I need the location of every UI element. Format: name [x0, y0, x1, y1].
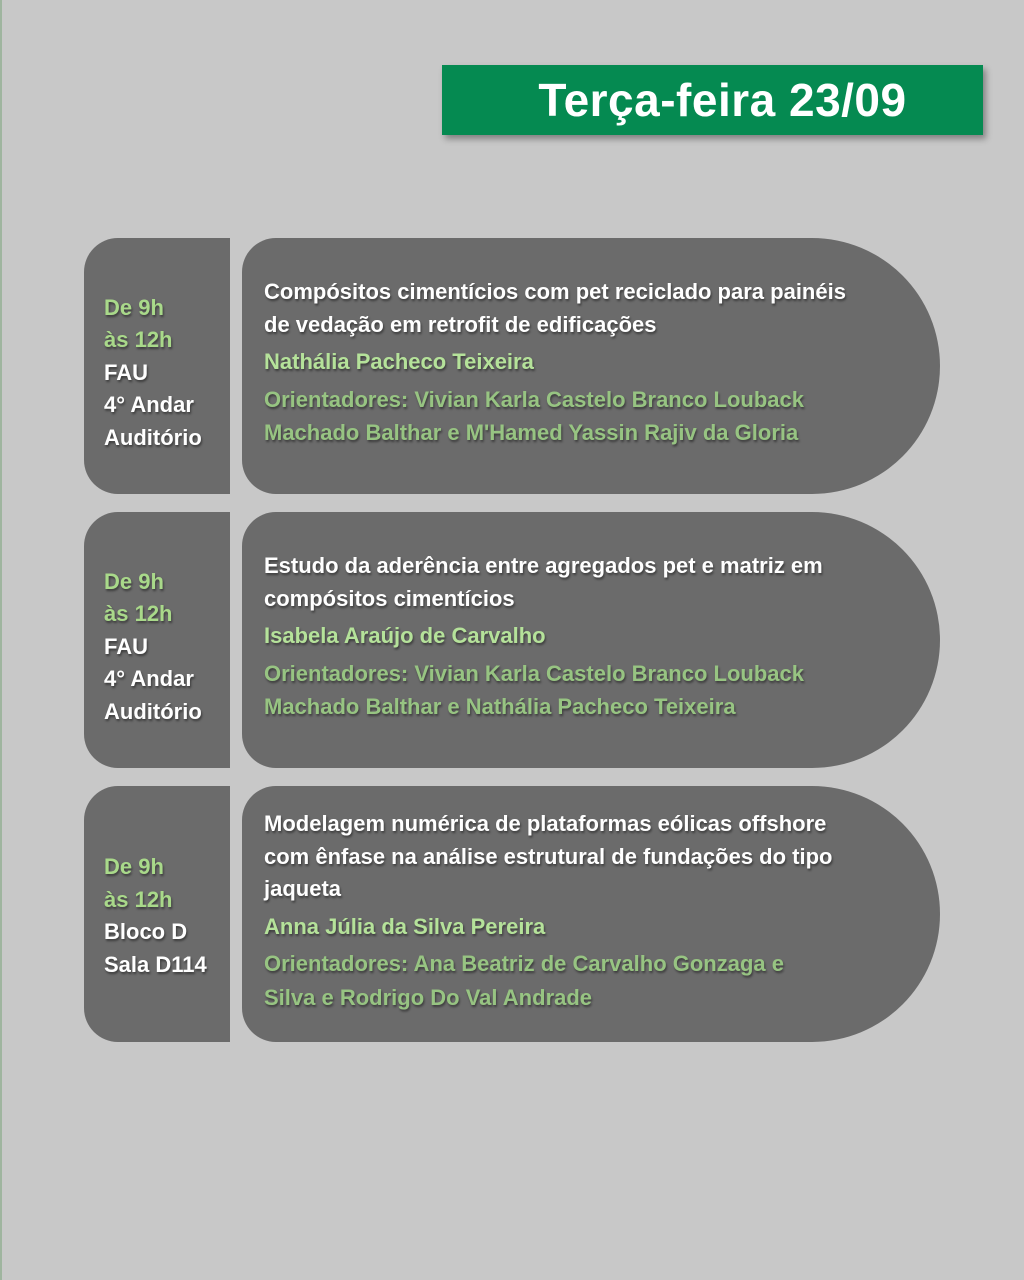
author-name: Anna Júlia da Silva Pereira [264, 913, 546, 939]
session-details [242, 238, 940, 494]
talk-title-line: Estudo da aderência entre agregados pet e matriz em [264, 553, 823, 578]
advisors [264, 383, 900, 450]
session-details [242, 786, 940, 1042]
time-start: De 9h [104, 854, 164, 879]
talk-title [264, 808, 900, 906]
advisors [264, 947, 900, 1014]
time-start: De 9h [104, 294, 164, 320]
advisors-line: Silva e Rodrigo Do Val Andrade [264, 984, 593, 1010]
page-edge [0, 0, 2, 1280]
talk-title-line: jaqueta [264, 876, 342, 901]
time-end: às 12h [104, 601, 173, 627]
day-title: Terça-feira 23/09 [538, 74, 907, 126]
session-card [84, 238, 940, 494]
location-line: Auditório [104, 698, 202, 724]
session-schedule [84, 238, 230, 494]
day-banner [442, 65, 983, 135]
location-line: 4° Andar [104, 392, 194, 418]
advisors-line: Machado Balthar e Nathália Pacheco Teixeira [264, 694, 736, 719]
session-schedule [84, 512, 230, 768]
advisors-line: Orientadores: Ana Beatriz de Carvalho Gonzaga e [264, 951, 784, 976]
advisors-line: Orientadores: Vivian Karla Castelo Branco Louback [264, 660, 804, 686]
time-end: às 12h [104, 886, 173, 912]
location-line: Bloco D [104, 919, 188, 944]
talk-title-line: Modelagem numérica de plataformas eólicas offshore [264, 811, 827, 836]
talk-title-line: compósitos cimentícios [264, 585, 515, 611]
location-line: Sala D114 [104, 951, 207, 977]
advisors-line: Orientadores: Vivian Karla Castelo Branco Louback [264, 386, 804, 412]
location-line: 4° Andar [104, 666, 194, 692]
talk-title [264, 550, 900, 615]
advisors-line: Machado Balthar e M'Hamed Yassin Rajiv da Gloria [264, 420, 799, 445]
session-details [242, 512, 940, 768]
talk-title-line: Compósitos cimentícios com pet reciclado para painéis [264, 279, 846, 304]
location-line: FAU [104, 359, 148, 385]
author-name: Isabela Araújo de Carvalho [264, 623, 546, 648]
session-card [84, 512, 940, 768]
time-start: De 9h [104, 568, 164, 594]
talk-title [264, 276, 900, 341]
author-name: Nathália Pacheco Teixeira [264, 349, 534, 374]
session-card [84, 786, 940, 1042]
location-line: FAU [104, 633, 148, 659]
talk-title-line: com ênfase na análise estrutural de fundações do tipo [264, 843, 833, 869]
talk-title-line: de vedação em retrofit de edificações [264, 311, 657, 337]
advisors [264, 657, 900, 724]
session-schedule [84, 786, 230, 1042]
location-line: Auditório [104, 424, 202, 450]
time-end: às 12h [104, 327, 173, 353]
